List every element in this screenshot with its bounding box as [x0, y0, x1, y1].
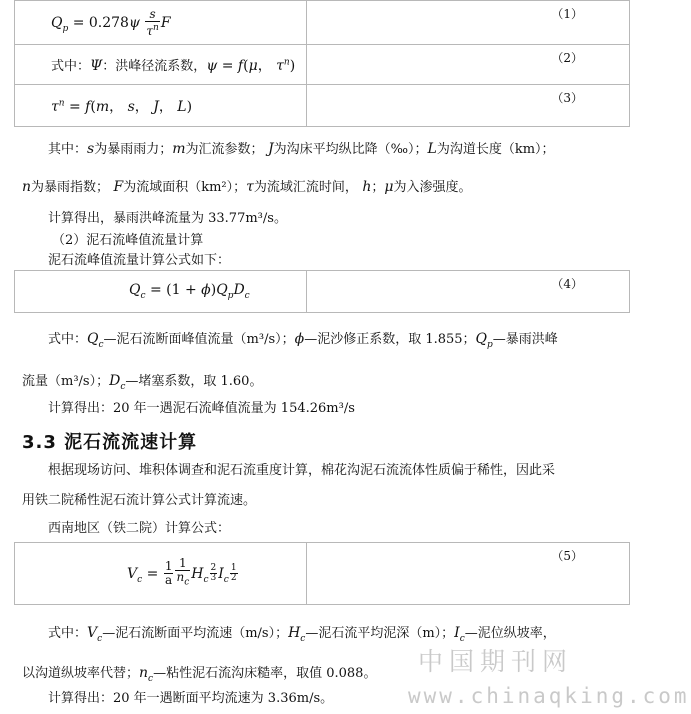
definition-line-3: 式中：$Q_c—$泥石流断面峰值流量（m³/s）；ϕ—泥沙修正系数，取 1.855；$Q_p—$暴雨洪峰 [48, 331, 558, 350]
paragraph-line-2: 用铁二院稀性泥石流计算公式计算流速。 [22, 493, 257, 508]
paragraph-line-1: 根据现场访问、堆积体调查和泥石流重度计算，棉花沟泥石流流体性质偏于稀性，因此采 [48, 463, 556, 478]
definition-line-6: 以沟道纵坡率代替；$n_c—$粘性泥石流沟床糙率，取值 0.088。 [22, 665, 377, 684]
eq-number-5: （5） [551, 549, 583, 563]
formula-table-1 [14, 0, 630, 127]
eq-number-3: （3） [551, 91, 583, 105]
formula-table-3 [14, 542, 630, 605]
eq-number-4: （4） [551, 277, 583, 291]
watermark-url: www.chinaqking.com [408, 684, 690, 708]
subsection-heading-2: （2）泥石流峰值流量计算 [52, 233, 204, 248]
watermark-logo-text: 中国期刊网 [418, 647, 574, 676]
formula-table-2 [14, 270, 630, 313]
formula-1: $Q_p = 0.278\psi$ $\frac{s}{\tau^n}$ F [15, 1, 307, 45]
formula-5: $V_c$ = $\frac{1}{a}$ $\frac{1}{n_c}$ $H_c$ $\frac{2}{3}$ $I_c$ $\frac{1}{2}$ [15, 543, 307, 605]
formula-intro-text: 泥石流峰值流量计算公式如下： [48, 253, 231, 268]
formula-3: $\tau^n = f(m$， s， J， L) [15, 85, 307, 127]
section-title: 3.3 泥石流流速计算 [22, 432, 198, 453]
definition-line-1: 其中：s为暴雨雨力；m为汇流参数； J为沟床平均纵比降（‰）；L为沟道长度（km）； [48, 141, 555, 157]
paragraph-line-3: 西南地区（铁二院）计算公式： [48, 521, 231, 536]
eq-number-1: （1） [551, 7, 583, 21]
formula-row-5 [15, 543, 630, 605]
result-text-1: 计算得出，暴雨洪峰流量为 33.77m³/s。 [48, 211, 287, 226]
formula-2: 式中：Ψ：洪峰径流系数，ψ = f(μ， $\tau^n$) [15, 45, 307, 85]
formula-row-2 [15, 45, 630, 85]
formula-4: $Q_c = (1 + \phi)Q_pD_c$ [15, 271, 307, 313]
definition-line-5: 式中：$V_c—$泥石流断面平均流速（m/s）；$H_c—$泥石流平均泥深（m）；$I_c—$泥位纵坡率， [48, 625, 556, 644]
formula-row-3 [15, 85, 630, 127]
result-text-3: 计算得出：20 年一遇断面平均流速为 3.36m/s。 [48, 691, 334, 706]
formula-row-4 [15, 271, 630, 313]
definition-line-2: n为暴雨指数； F为流域面积（km²）；τ为流域汇流时间， h；μ为入渗强度。 [22, 179, 472, 195]
eq-number-2: （2） [551, 51, 583, 65]
result-text-2: 计算得出：20 年一遇泥石流峰值流量为 154.26m³/s [48, 401, 355, 416]
definition-line-4: 流量（m³/s）；$D_c—$堵塞系数，取 1.60。 [22, 373, 263, 392]
formula-row-1 [15, 1, 630, 45]
